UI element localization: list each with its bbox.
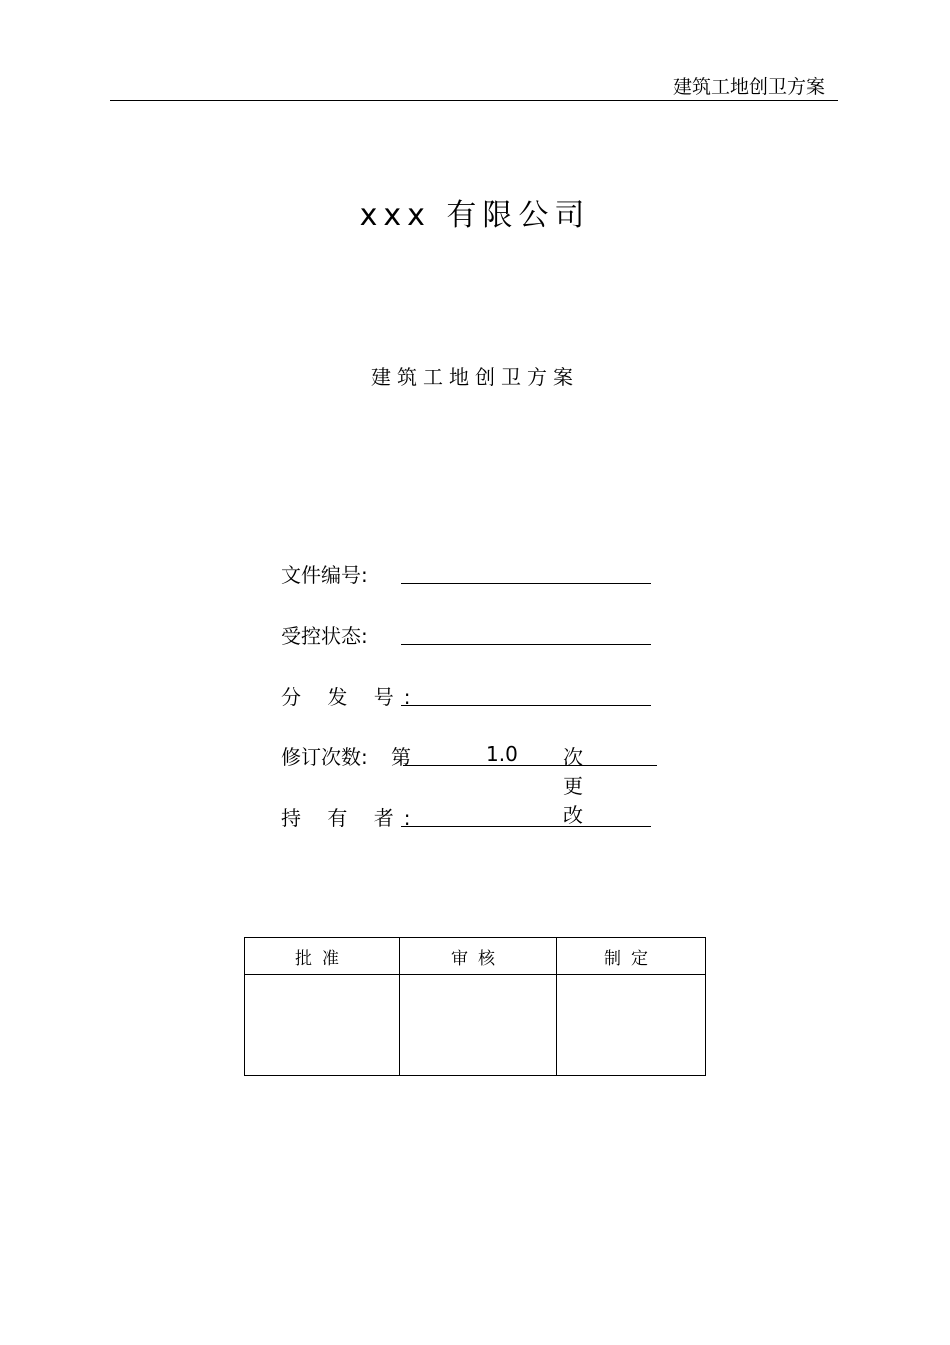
- distribution-number-label: 分 发 号:: [281, 685, 421, 709]
- revision-count-label: 修订次数:: [281, 745, 368, 769]
- holder-blank-line: [401, 826, 651, 827]
- company-name: xxx 有限公司: [359, 198, 591, 233]
- approval-header-row: [245, 938, 706, 975]
- prepare-header: 制定: [557, 938, 706, 975]
- revision-suffix: 次更改: [563, 745, 583, 827]
- control-status-blank-line: [401, 644, 651, 645]
- review-signature-cell: [400, 975, 557, 1076]
- revision-prefix: 第: [391, 745, 411, 769]
- prepare-signature-cell: [557, 975, 706, 1076]
- approval-signature-table: [244, 937, 706, 1076]
- approval-signature-row: [245, 975, 706, 1076]
- review-header: 审核: [400, 938, 557, 975]
- holder-label: 持 有 者:: [281, 806, 421, 830]
- distribution-number-blank-line: [401, 705, 651, 706]
- revision-number: 1.0: [486, 742, 518, 766]
- approve-header: 批准: [245, 938, 400, 975]
- header-divider: [110, 100, 838, 101]
- running-header-title: 建筑工地创卫方案: [672, 76, 825, 98]
- control-status-label: 受控状态:: [281, 624, 368, 648]
- file-number-blank-line: [401, 583, 651, 584]
- approve-signature-cell: [245, 975, 400, 1076]
- revision-underline: [403, 765, 657, 766]
- file-number-label: 文件编号:: [281, 563, 368, 587]
- document-title: 建筑工地创卫方案: [371, 365, 579, 389]
